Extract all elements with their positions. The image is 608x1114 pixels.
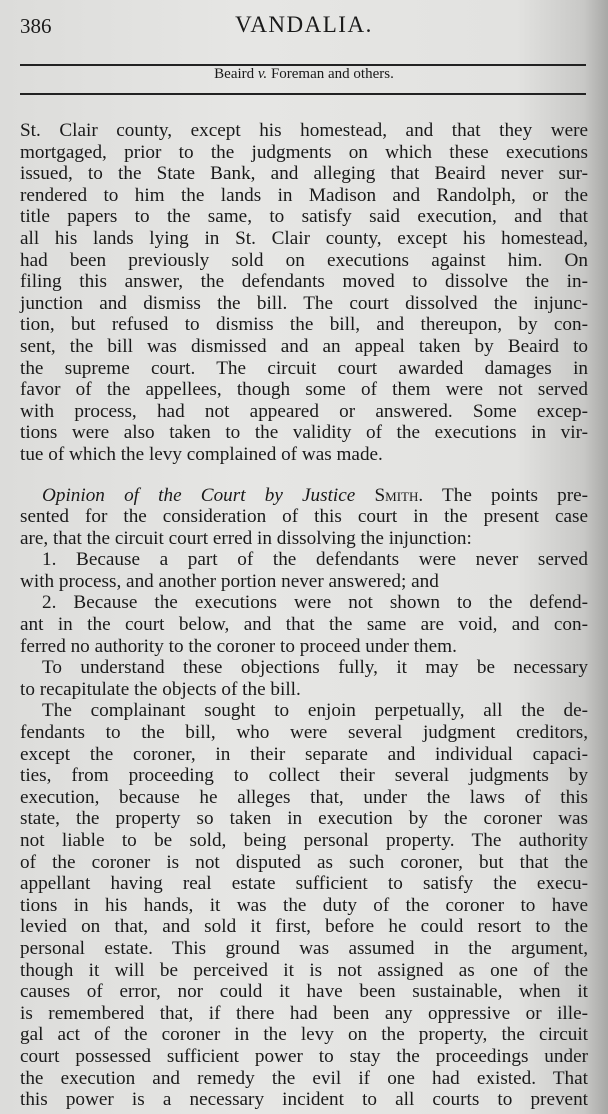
text-line: with process, had not appeared or answered. Some excep- — [20, 400, 588, 422]
case-versus: v. — [257, 66, 268, 82]
page-body — [20, 120, 588, 1111]
text-line: rendered to him the lands in Madison and Randolph, or the — [20, 184, 588, 206]
text-line: 2. Because the executions were not shown to the defend- — [42, 592, 588, 614]
line-text: The points pre- — [442, 484, 589, 506]
text-line: the execution and remedy the evil if one had existed. That — [20, 1067, 588, 1089]
text-line: ferred no authority to the coroner to proceed under them. — [20, 635, 457, 657]
text-line: tions were also taken to the validity of the executions in vir- — [20, 422, 588, 444]
text-line: court possessed sufficient power to stay the proceedings under — [20, 1045, 588, 1067]
text-line: ties, from proceeding to collect their several judgments by — [20, 765, 588, 787]
text-line: favor of the appellees, though some of them were not served — [20, 379, 588, 401]
paragraph — [20, 700, 588, 1110]
case-party-a: Beaird — [214, 66, 255, 82]
text-line: title papers to the same, to satisfy said execution, and that — [20, 206, 588, 228]
text-line: personal estate. This ground was assumed in the argument, — [20, 937, 588, 959]
paragraph — [20, 549, 588, 592]
text-line: state, the property so taken in execution by the coroner was — [20, 808, 588, 830]
text-line: had been previously sold on executions against him. On — [20, 249, 588, 271]
text-line: issued, to the State Bank, and alleging that Beaird never sur- — [20, 163, 588, 185]
case-party-b: Foreman and others. — [270, 66, 394, 82]
text-line: gal act of the coroner in the levy on the property, the circuit — [20, 1024, 588, 1046]
text-line: junction and dismiss the bill. The court dissolved the injunc- — [20, 292, 588, 314]
text-line: sented for the consideration of this court in the present case — [20, 506, 588, 528]
text-line: not liable to be sold, being personal property. The authority — [20, 830, 588, 851]
text-line: St. Clair county, except his homestead, and that they were — [20, 120, 588, 141]
justice-name: Smith. — [374, 484, 424, 506]
case-title — [0, 66, 608, 83]
text-line: ant in the court below, and that the same are void, and con- — [20, 614, 588, 636]
text-line: sent, the bill was dismissed and an appeal taken by Beaird to — [20, 335, 588, 357]
text-line: tions in his hands, it was the duty of the coroner to have — [20, 894, 588, 916]
text-line: with process, and another portion never answered; and — [20, 570, 439, 592]
text-line: levied on that, and sold it first, before he could resort to the — [20, 916, 588, 938]
text-line: the supreme court. The circuit court awarded damages in — [20, 357, 588, 379]
paragraph — [20, 592, 588, 657]
text-line: of the coroner is not disputed as such coroner, but that the — [20, 851, 588, 873]
paragraph-gap — [20, 466, 588, 485]
text-line: filing this answer, the defendants moved to dissolve the in- — [20, 271, 588, 293]
text-line: this power is a necessary incident to all courts to prevent — [20, 1089, 588, 1111]
text-line: all his lands lying in St. Clair county, except his homestead, — [20, 227, 588, 249]
page-number: 386 — [20, 14, 52, 38]
running-title: VANDALIA. — [235, 12, 373, 37]
text-line: mortgaged, prior to the judgments on which these executions — [20, 141, 588, 163]
text-line: To understand these objections fully, it may be necessary — [42, 657, 588, 679]
opinion-paragraph — [20, 485, 588, 550]
text-line — [20, 485, 588, 507]
paragraph — [20, 657, 588, 700]
text-line: to recapitulate the objects of the bill. — [20, 678, 301, 700]
text-line: The complainant sought to enjoin perpetually, all the de- — [42, 700, 588, 722]
text-line: appellant having real estate sufficient to satisfy the execu- — [20, 873, 588, 895]
opinion-heading: Opinion of the Court by Justice — [42, 484, 356, 506]
text-line: is remembered that, if there had been any oppressive or ille- — [20, 1002, 588, 1024]
paragraph — [20, 120, 588, 466]
text-line: though it will be perceived it is not assigned as one of the — [20, 959, 588, 981]
text-line: causes of error, nor could it have been sustainable, when it — [20, 981, 588, 1003]
text-line: except the coroner, in their separate and individual capaci- — [20, 743, 588, 765]
text-line: fendants to the bill, who were several judgment creditors, — [20, 722, 588, 744]
header-rule-bottom — [20, 93, 586, 95]
text-line: tue of which the levy complained of was made. — [20, 443, 383, 465]
text-line: are, that the circuit court erred in dissolving the injunction: — [20, 527, 472, 549]
text-line: tion, but refused to dismiss the bill, and thereupon, by con- — [20, 314, 588, 336]
text-line: 1. Because a part of the defendants were never served — [42, 549, 588, 571]
text-line: execution, because he alleges that, under the laws of this — [20, 786, 588, 808]
